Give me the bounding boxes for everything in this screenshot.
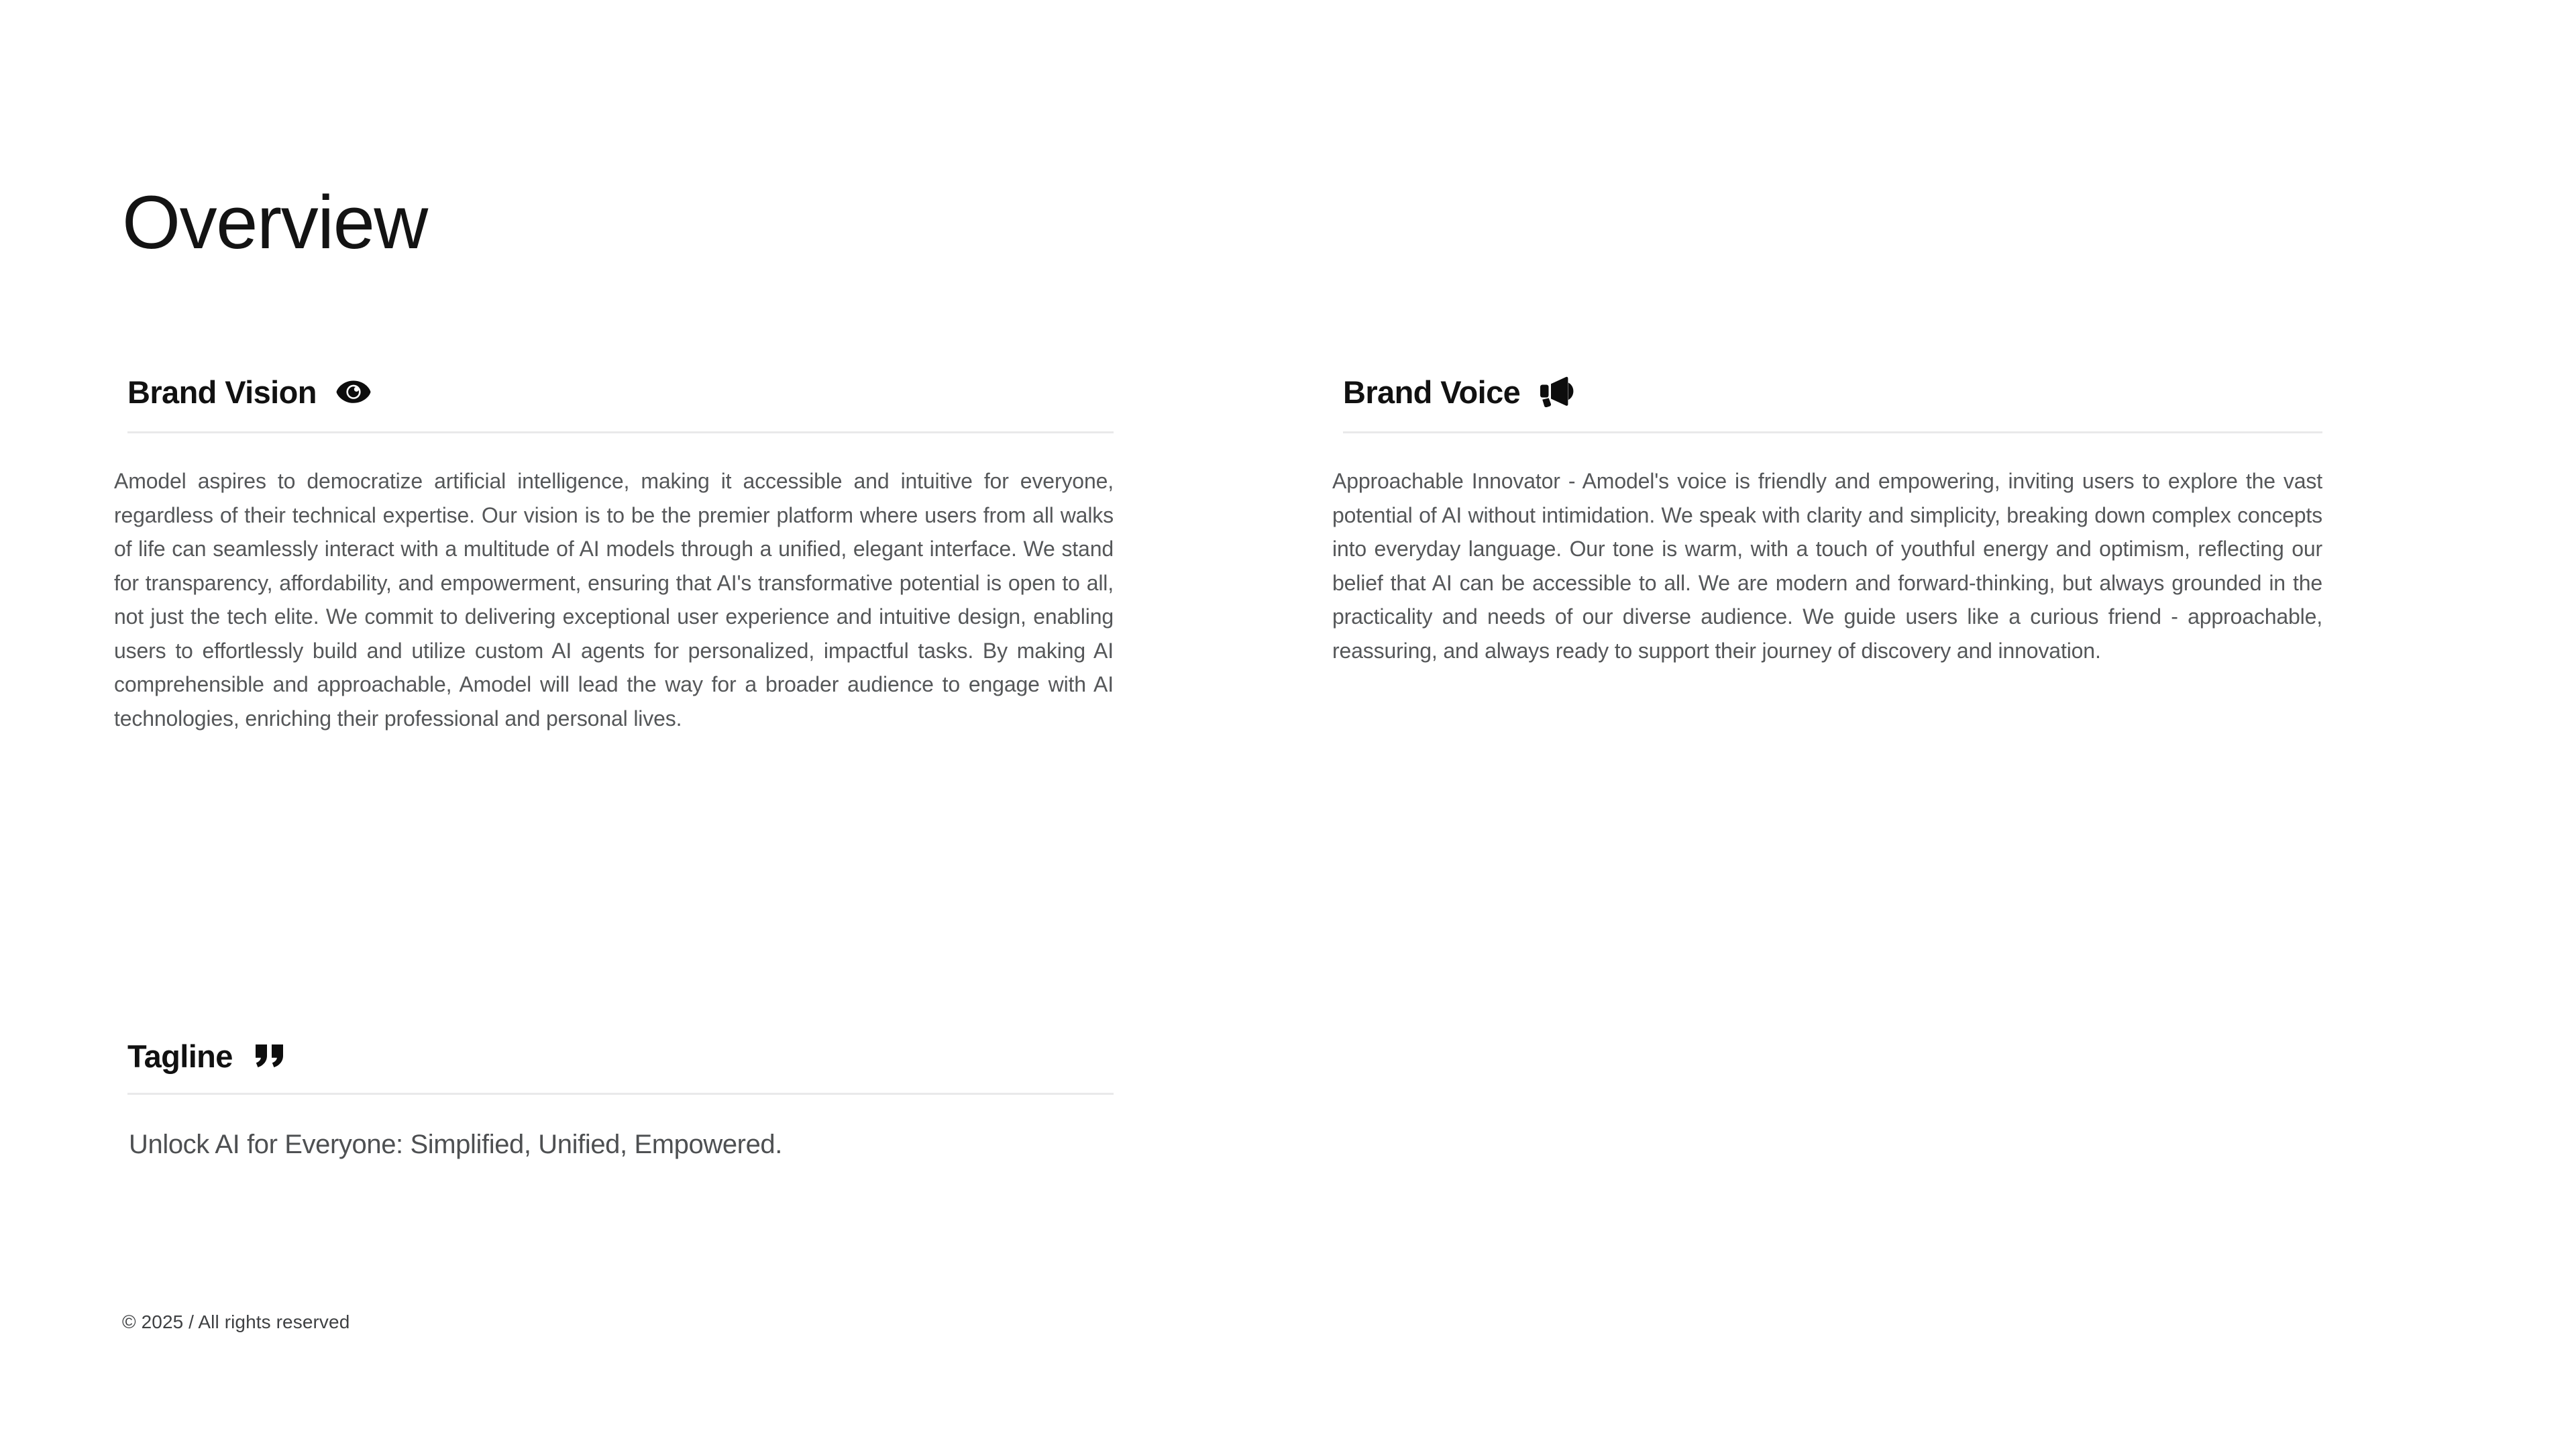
section-divider xyxy=(1343,431,2322,433)
section-title-brand-voice: Brand Voice xyxy=(1343,374,1521,410)
brand-voice-body: Approachable Innovator - Amodel's voice is friendly and empowering, inviting users to explore the vast potential of AI without intimidation. We speak with clarity and simplicity, breaking down complex concepts into everyday language. Our tone is warm, with a touch of youthful energy and optimism, reflecting our belief that AI can be accessible to all. We are modern and forward-thinking, but always grounded in the practicality and needs of our diverse audience. We guide users like a curious friend - approachable, reassuring, and always ready to support their journey of discovery and innovation. xyxy=(1332,469,2322,663)
megaphone-icon xyxy=(1538,374,1576,409)
quote-icon xyxy=(250,1038,289,1073)
section-divider xyxy=(127,431,1114,433)
section-header-brand-voice xyxy=(1343,372,2322,411)
section-title-brand-vision: Brand Vision xyxy=(127,374,317,410)
section-brand-voice xyxy=(1332,372,2322,689)
eye-icon xyxy=(334,374,373,409)
tagline-body: Unlock AI for Everyone: Simplified, Unified, Empowered. xyxy=(129,1130,782,1159)
page-title: Overview xyxy=(122,180,427,265)
brand-vision-body: Amodel aspires to democratize artificial intelligence, making it accessible and intuitive for everyone, regardless of their technical expertise. Our vision is to be the premier platform where users from all walks of life can seamlessly interact with a multitude of AI models through a unified, elegant interface. We stand for transparency, affordability, and empowerment, ensuring that AI's transformative potential is open to all, not just the tech elite. We commit to delivering exceptional user experience and intuitive design, enabling users to effortlessly build and utilize custom AI agents for personalized, impactful tasks. By making AI comprehensible and approachable, Amodel will lead the way for a broader audience to engage with AI technologies, enriching their professional and personal lives. xyxy=(114,469,1114,731)
section-brand-vision xyxy=(114,372,1114,757)
section-header-brand-vision xyxy=(127,372,1114,411)
footer-copyright: © 2025 / All rights reserved xyxy=(122,1311,350,1332)
section-title-tagline: Tagline xyxy=(127,1038,233,1074)
section-divider xyxy=(127,1093,1114,1095)
section-tagline xyxy=(127,1036,1114,1189)
section-header-tagline xyxy=(127,1036,1114,1075)
